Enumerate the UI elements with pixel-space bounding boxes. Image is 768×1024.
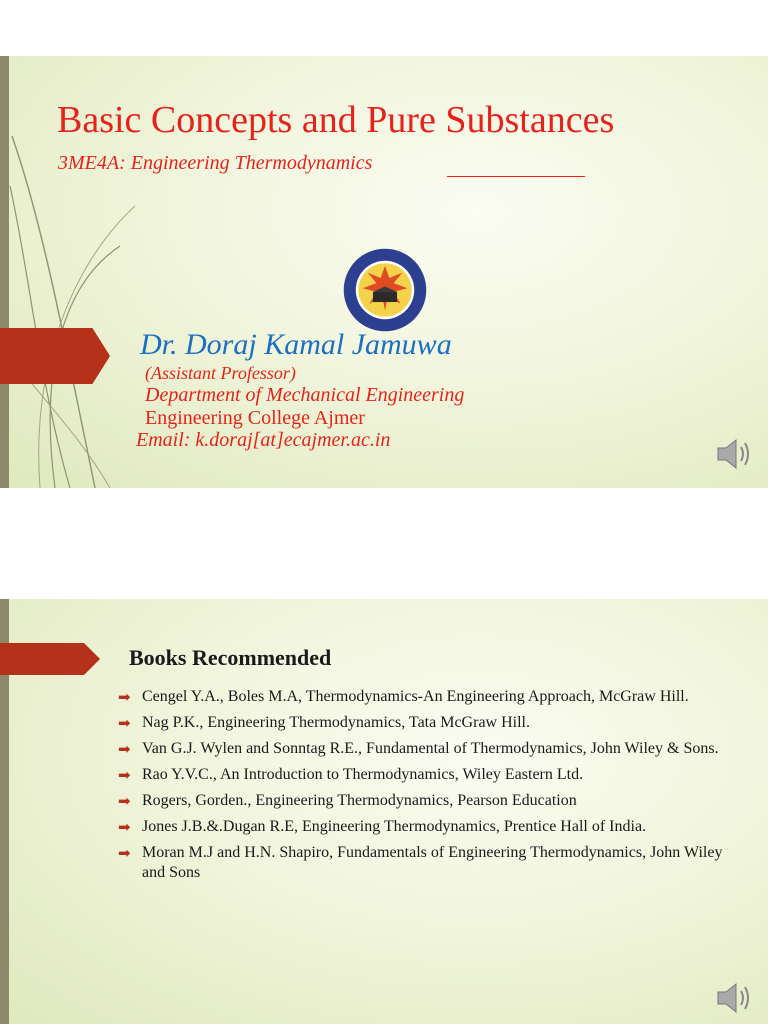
book-item <box>118 817 733 837</box>
book-item <box>118 765 733 785</box>
book-item <box>118 687 733 707</box>
book-text: Jones J.B.&.Dugan R.E, Engineering Thermodynamics, Prentice Hall of India. <box>142 818 647 835</box>
book-item <box>118 739 733 759</box>
subtitle-underline <box>447 176 585 177</box>
slide-title-text: Basic Concepts and Pure Substances <box>57 99 615 141</box>
book-text: Rogers, Gorden., Engineering Thermodynamics, Pearson Education <box>142 792 577 809</box>
book-item <box>118 843 733 883</box>
arrow-bullet-icon: ➡ <box>118 740 131 758</box>
book-text: Van G.J. Wylen and Sonntag R.E., Fundamental of Thermodynamics, John Wiley & Sons. <box>142 740 719 757</box>
accent-arrow <box>0 643 100 675</box>
author-name: Dr. Doraj Kamal Jamuwa <box>140 328 452 361</box>
college-emblem-icon <box>342 247 428 333</box>
arrow-bullet-icon: ➡ <box>118 766 131 784</box>
speaker-icon[interactable] <box>714 980 754 1016</box>
arrow-bullet-icon: ➡ <box>118 714 131 732</box>
book-text: Nag P.K., Engineering Thermodynamics, Tata McGraw Hill. <box>142 714 530 731</box>
books-heading: Books Recommended <box>129 645 332 670</box>
books-list <box>118 687 733 889</box>
slide-subtitle: 3ME4A: Engineering Thermodynamics <box>58 152 373 174</box>
speaker-icon[interactable] <box>714 436 754 472</box>
book-text: Cengel Y.A., Boles M.A, Thermodynamics-An Engineering Approach, McGraw Hill. <box>142 688 689 705</box>
slide-title <box>0 56 768 488</box>
book-text: Moran M.J and H.N. Shapiro, Fundamentals of Engineering Thermodynamics, John Wiley and Sons <box>142 844 723 881</box>
arrow-bullet-icon: ➡ <box>118 688 131 706</box>
author-role: (Assistant Professor) <box>145 363 296 383</box>
arrow-bullet-icon: ➡ <box>118 844 131 862</box>
accent-arrow <box>0 328 110 384</box>
author-college: Engineering College Ajmer <box>145 407 365 429</box>
book-text: Rao Y.V.C., An Introduction to Thermodynamics, Wiley Eastern Ltd. <box>142 766 584 783</box>
author-department: Department of Mechanical Engineering <box>145 384 465 406</box>
author-email: Email: k.doraj[at]ecajmer.ac.in <box>136 429 391 451</box>
slide-books <box>0 599 768 1024</box>
arrow-bullet-icon: ➡ <box>118 818 131 836</box>
book-item <box>118 791 733 811</box>
book-item <box>118 713 733 733</box>
arrow-bullet-icon: ➡ <box>118 792 131 810</box>
